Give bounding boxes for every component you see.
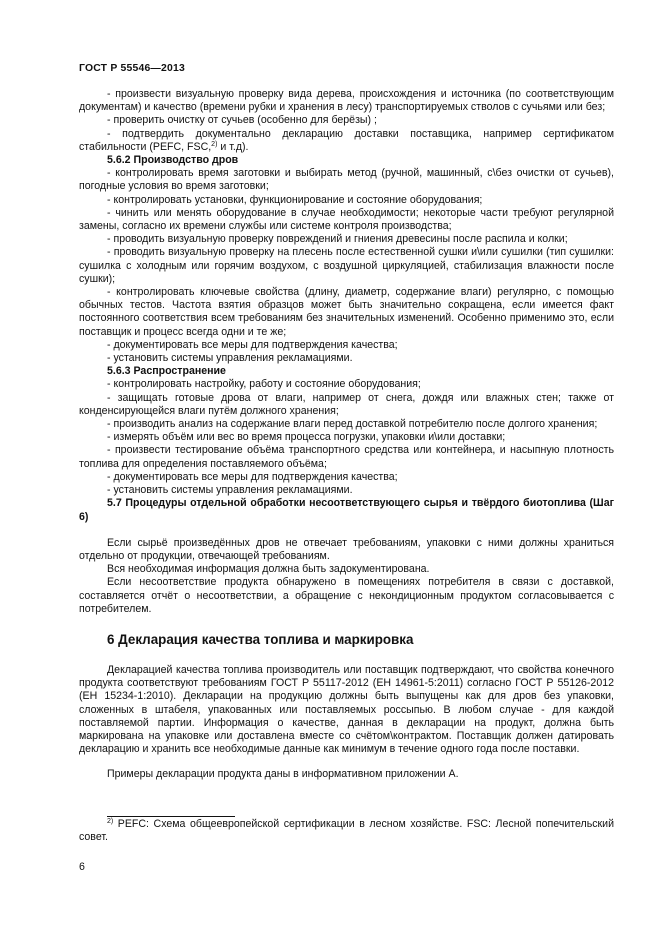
spacer	[79, 524, 614, 537]
list-item: - измерять объём или вес во время процесса погрузки, упаковки и\или доставки;	[107, 431, 506, 444]
footnote-body: PEFC: Схема общеевропейской сертификации в лесном хозяйстве. FSC: Лесной попечительский совет.	[79, 818, 614, 844]
document-header: ГОСТ Р 55546—2013	[79, 63, 185, 74]
paragraph	[79, 128, 614, 154]
list-item: - производить анализ на содержание влаги перед доставкой потребителю после долгого хранения;	[107, 418, 598, 431]
list-item: - контролировать ключевые свойства (длину, диаметр, содержание влаги) регулярно, с помощью обычных тестов. Частота взятия образцов может быть значительно сокращена, если имеется факт постоянного соответствия всем требованиям без значительных изменений. Особенно применимо это, если поставщик и процесс всегда одни и те же;	[79, 286, 614, 338]
footnote-reference[interactable]: 2)	[211, 140, 218, 148]
paragraph-text: - подтвердить документально декларацию доставки поставщика, например сертификатом стабильности (PEFC, FSC,	[79, 127, 614, 153]
list-item: - контролировать установки, функционирование и состояние оборудования;	[107, 193, 483, 206]
list-item: - проводить визуальную проверку повреждений и гниения древесины после распила и колки;	[107, 233, 568, 246]
paragraph: Если несоответствие продукта обнаружено в помещениях потребителя в связи с доставкой, составляется отчёт о несоответствии, а обращение с некондиционным продуктом согласовывается с потребителем.	[79, 576, 614, 615]
spacer	[79, 616, 614, 632]
paragraph: - проверить очистку от сучьев (особенно для берёзы) ;	[107, 114, 377, 127]
paragraph: Примеры декларации продукта даны в информативном приложении А.	[107, 768, 459, 781]
section-heading-5-7: 5.7 Процедуры отдельной обработки несоответствующего сырья и твёрдого биотоплива (Шаг 6)	[79, 497, 614, 523]
section-heading-5-6-3: 5.6.3 Распространение	[107, 365, 226, 378]
paragraph: Если сырьё произведённых дров не отвечает требованиям, упаковки с ними должны храниться отдельно от продукции, отвечающей требованиям.	[79, 536, 614, 562]
list-item: - документировать все меры для подтверждения качества;	[107, 470, 398, 483]
section-heading-6: 6 Декларация качества топлива и маркировка	[107, 631, 414, 647]
section-heading-5-6-2: 5.6.2 Производство дров	[107, 154, 239, 167]
list-item: - защищать готовые дрова от влаги, например от снега, дождя или влажных стен; также от конденсирующейся влаги путём должного хранения;	[79, 391, 614, 417]
list-item: - контролировать время заготовки и выбирать метод (ручной, машинный, с\без очистки от сучьев), погодные условия во время заготовки;	[79, 167, 614, 193]
footnote-separator	[107, 816, 235, 817]
list-item: - установить системы управления рекламациями.	[107, 484, 353, 497]
list-item: - произвести тестирование объёма транспортного средства или контейнера, и насыпную плотность топлива для определения поставляемого объёма;	[79, 444, 614, 470]
footnote-mark: 2)	[107, 818, 114, 825]
paragraph: Декларацией качества топлива производитель или поставщик подтверждают, что свойства конечного продукта соответствуют требованиям ГОСТ Р 55117-2012 (ЕН 14961-5:2011) согласно ГОСТ Р 55126-2012 (ЕН 15234-1:2010). Декларации на продукцию должны быть выпущены как для дров без упаковки, сложенных в штабеля, упакованных или поставляемых россыпью. В любом случае - для каждой поставляемой партии. Информация о качестве, данная в декларации на продукт, должна быть маркирована на упаковке или доставлена вместе со счётом\контрактом. Поставщик должен датировать декларацию и хранить все необходимые данные как минимум в течение одного года после поставки.	[79, 663, 614, 756]
footnote	[79, 818, 614, 844]
footnote-text	[79, 818, 614, 844]
paragraph: - произвести визуальную проверку вида дерева, происхождения и источника (по соответствующим документам) и качество (времени рубки и хранения в лесу) транспортируемых стволов с сучьями или без;	[79, 88, 614, 114]
list-item: - проводить визуальную проверку на плесень после естественной сушки и\или сушилки (тип сушилки: сушилка с холодным или горячим воздухом, с воздушной циркуляцией, стабилизация влажности после сушки);	[79, 246, 614, 285]
paragraph: Вся необходимая информация должна быть задокументирована.	[107, 563, 430, 576]
page-number: 6	[79, 861, 85, 873]
document-body	[79, 88, 614, 782]
list-item: - чинить или менять оборудование в случае необходимости; некоторые части требуют регулярной замены, согласно их времени службы или системе контроля производства;	[79, 206, 614, 233]
list-item: - документировать все меры для подтверждения качества;	[107, 338, 398, 351]
paragraph-tail: и т.д).	[217, 140, 249, 153]
list-item: - контролировать настройку, работу и состояние оборудования;	[107, 378, 421, 391]
spacer	[79, 756, 614, 768]
spacer	[79, 648, 614, 664]
list-item: - установить системы управления рекламациями.	[107, 352, 353, 365]
